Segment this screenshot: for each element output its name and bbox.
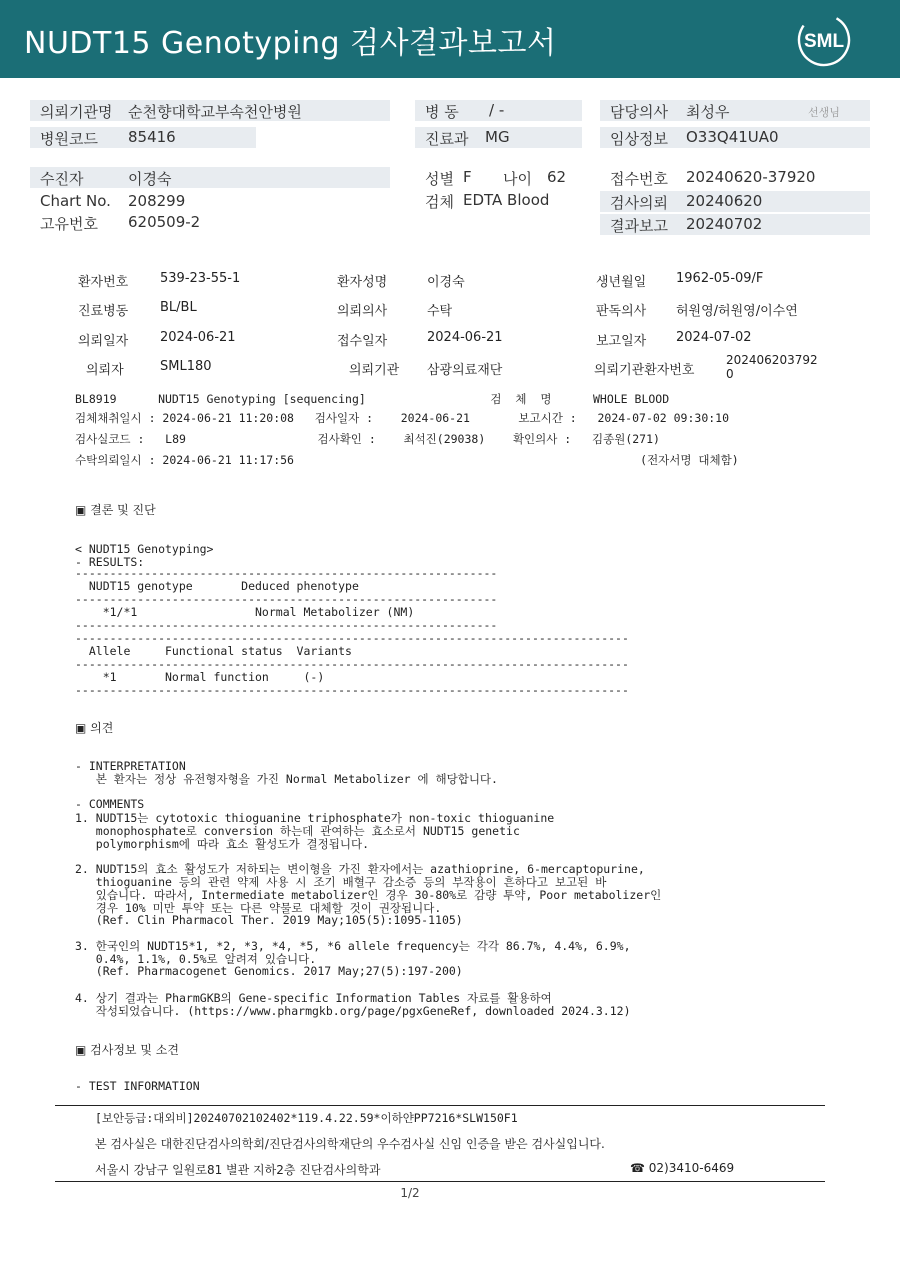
kr-value: BL/BL (160, 300, 197, 315)
doctor-field (600, 100, 870, 121)
comment-line: 경우 10% 미만 투약 또는 다른 약물로 대체할 것이 권장됩니다. (75, 901, 442, 915)
request-value: 20240620 (686, 192, 763, 210)
interpretation-text: 본 환자는 정상 유전형자형을 가진 Normal Metabolizer 에 해당합니다. (75, 772, 498, 786)
kr-label: 판독의사 (596, 304, 647, 319)
institution-field (30, 100, 390, 121)
specimen-label: 검체 (425, 193, 454, 211)
test-info-heading: - TEST INFORMATION (75, 1079, 200, 1093)
divider: ------------------------------------------------------------- (75, 592, 498, 606)
institution-label: 의뢰기관명 (40, 103, 113, 121)
collection-line: 검체채취일시 : 2024-06-21 11:20:08 검사일자 : 2024-06-21 보고시간 : 2024-07-02 09:30:10 (75, 411, 730, 425)
kr-label: 의뢰일자 (78, 334, 129, 349)
divider: -------------------------------------------------------------------------------- (75, 631, 629, 645)
chart-label: Chart No. (40, 192, 111, 210)
hospcode-field (30, 127, 256, 148)
comment-line: 작성되었습니다. (https://www.pharmgkb.org/page/pgxGeneRef, downloaded 2024.3.12) (75, 1004, 631, 1018)
dept-label: 진료과 (425, 130, 469, 148)
patient-value: 이경숙 (128, 170, 172, 188)
comment-line: thioguanine 등의 관련 약제 사용 시 조기 배혈구 감소증 등의 부작용이 흔하다고 보고된 바 (75, 875, 607, 889)
hospcode-value: 85416 (128, 128, 176, 146)
kr-value: SML180 (160, 359, 212, 374)
kr-value: 202406203792 (726, 353, 818, 367)
patient-label: 수진자 (40, 170, 84, 188)
kr-label: 진료병동 (78, 304, 129, 319)
phone-line: ☎ 02)3410-6469 (630, 1161, 735, 1175)
divider: ------------------------------------------------------------- (75, 618, 498, 632)
specimen-field (415, 190, 585, 211)
report-date-value: 20240702 (686, 215, 763, 233)
comment-line: monophosphate로 conversion 하는데 관여하는 효소로서 NUDT15 genetic (75, 824, 520, 838)
footer-bottom-rule (55, 1181, 825, 1182)
clinical-field (600, 127, 870, 148)
test-header-line: BL8919 NUDT15 Genotyping [sequencing] 검 체 명 WHOLE BLOOD (75, 392, 670, 406)
unique-value: 620509-2 (128, 213, 201, 231)
kr-value: 삼광의료재단 (427, 363, 503, 378)
kr-label: 의뢰기관 (349, 363, 400, 378)
comment-line: 0.4%, 1.1%, 0.5%로 알려져 있습니다. (75, 952, 317, 966)
ward-label: 병 동 (425, 103, 459, 121)
comment-line: polymorphism에 따라 효소 활성도가 결정됩니다. (75, 837, 369, 851)
certification-line: 본 검사실은 대한진단검사의학회/진단검사의학재단의 우수검사실 신임 인증을 받은 검사실입니다. (95, 1137, 605, 1151)
unique-field (30, 212, 256, 233)
clinical-value: O33Q41UA0 (686, 128, 779, 146)
report-title: NUDT15 Genotyping 검사결과보고서 (24, 26, 557, 61)
kr-value: 2024-06-21 (427, 330, 503, 345)
comment-line: 4. 상기 결과는 PharmGKB의 Gene-specific Information Tables 자료를 활용하여 (75, 991, 552, 1005)
sex-value: F (463, 168, 472, 186)
results-heading: - RESULTS: (75, 555, 145, 569)
divider: -------------------------------------------------------------------------------- (75, 683, 629, 697)
kr-label: 의뢰자 (86, 363, 124, 378)
comment-line: 1. NUDT15는 cytotoxic thioguanine triphosphate가 non-toxic thioguanine (75, 811, 555, 825)
dept-field (415, 127, 582, 148)
clinical-label: 임상정보 (610, 130, 668, 148)
request-field (600, 191, 870, 212)
kr-value: 수탁 (427, 304, 453, 319)
unique-label: 고유번호 (40, 215, 98, 233)
kr-label: 의뢰의사 (337, 304, 388, 319)
kr-value: 2024-07-02 (676, 330, 752, 345)
kr-label: 접수일자 (337, 334, 388, 349)
kr-value: 이경숙 (427, 275, 465, 290)
kr-label: 생년월일 (596, 275, 647, 290)
comment-line: 있습니다. 따라서, Intermediate metabolizer인 경우 30-80%로 감량 투약, Poor metabolizer인 (75, 888, 662, 902)
request-label: 검사의뢰 (610, 194, 668, 212)
kr-label: 보고일자 (596, 334, 647, 349)
comments-heading: - COMMENTS (75, 797, 145, 811)
genotype-table-row: *1/*1 Normal Metabolizer (NM) (75, 605, 415, 619)
receipt-field (600, 167, 870, 188)
chart-field (30, 191, 256, 212)
age-label: 나이 (503, 170, 532, 188)
kr-value: 1962-05-09/F (676, 271, 764, 286)
interpretation-heading: - INTERPRETATION (75, 759, 186, 773)
section-test-info: ▣ 검사정보 및 소견 (75, 1043, 179, 1057)
chart-value: 208299 (128, 192, 186, 210)
report-date-label: 결과보고 (610, 217, 668, 235)
comment-line: 3. 한국인의 NUDT15*1, *2, *3, *4, *5, *6 allele frequency는 각각 86.7%, 4.4%, 6.9%, (75, 939, 631, 953)
footer-top-rule (55, 1105, 825, 1106)
header-banner (0, 0, 900, 78)
kr-label: 환자번호 (78, 275, 129, 290)
comment-line: (Ref. Clin Pharmacol Ther. 2019 May;105(5):1095-1105) (75, 913, 463, 927)
divider: -------------------------------------------------------------------------------- (75, 657, 629, 671)
age-value: 62 (547, 168, 567, 186)
sml-logo (796, 12, 852, 68)
institution-value: 순천향대학교부속천안병원 (128, 103, 302, 121)
section-opinion: ▣ 의견 (75, 721, 114, 735)
ward-value: / - (489, 101, 505, 119)
kr-value: 539-23-55-1 (160, 271, 241, 286)
result-title: < NUDT15 Genotyping> (75, 542, 214, 556)
dept-value: MG (485, 128, 510, 146)
kr-value: 허원영/허원영/이수연 (676, 304, 798, 319)
svg-text:SML: SML (803, 31, 845, 52)
divider: ------------------------------------------------------------- (75, 566, 498, 580)
genotype-table-header: NUDT15 genotype Deduced phenotype (75, 579, 359, 593)
security-line: [보안등급:대외비]20240702102402*119.4.22.59*이하얀PP7216*SLW150F1 (95, 1111, 518, 1125)
allele-table-row: *1 Normal function (-) (75, 670, 325, 684)
comment-line: 2. NUDT15의 효소 활성도가 저하되는 변이형을 가진 환자에서는 azathioprine, 6-mercaptopurine, (75, 862, 645, 876)
doctor-suffix: 선생님 (808, 106, 840, 119)
doctor-label: 담당의사 (610, 103, 668, 121)
kr-label: 환자성명 (337, 275, 388, 290)
hospcode-label: 병원코드 (40, 130, 98, 148)
allele-table-header: Allele Functional status Variants (75, 644, 352, 658)
page-number: 1/2 (400, 1186, 420, 1200)
sex-label: 성별 (425, 170, 454, 188)
comment-line: (Ref. Pharmacogenet Genomics. 2017 May;27(5):197-200) (75, 964, 463, 978)
lab-code-line: 검사실코드 : L89 검사확인 : 최석진(29038) 확인의사 : 김종원(271) (75, 432, 660, 446)
patient-field (30, 167, 390, 188)
sex-age-field (415, 167, 585, 188)
receipt-value: 20240620-37920 (686, 168, 816, 186)
section-conclusion: ▣ 결론 및 진단 (75, 503, 156, 517)
specimen-value: EDTA Blood (463, 191, 550, 209)
kr-value: 2024-06-21 (160, 330, 236, 345)
kr-label: 의뢰기관환자번호 (594, 363, 695, 378)
request-time-line: 수탁의뢰일시 : 2024-06-21 11:17:56 (전자서명 대체함) (75, 453, 739, 467)
kr-value-wrap: 0 (726, 367, 734, 381)
address-line: 서울시 강남구 일원로81 별관 지하2층 진단검사의학과 (95, 1163, 381, 1177)
report-date-field (600, 214, 870, 235)
receipt-label: 접수번호 (610, 170, 668, 188)
doctor-value: 최성우 (686, 103, 730, 121)
ward-field (415, 100, 582, 121)
